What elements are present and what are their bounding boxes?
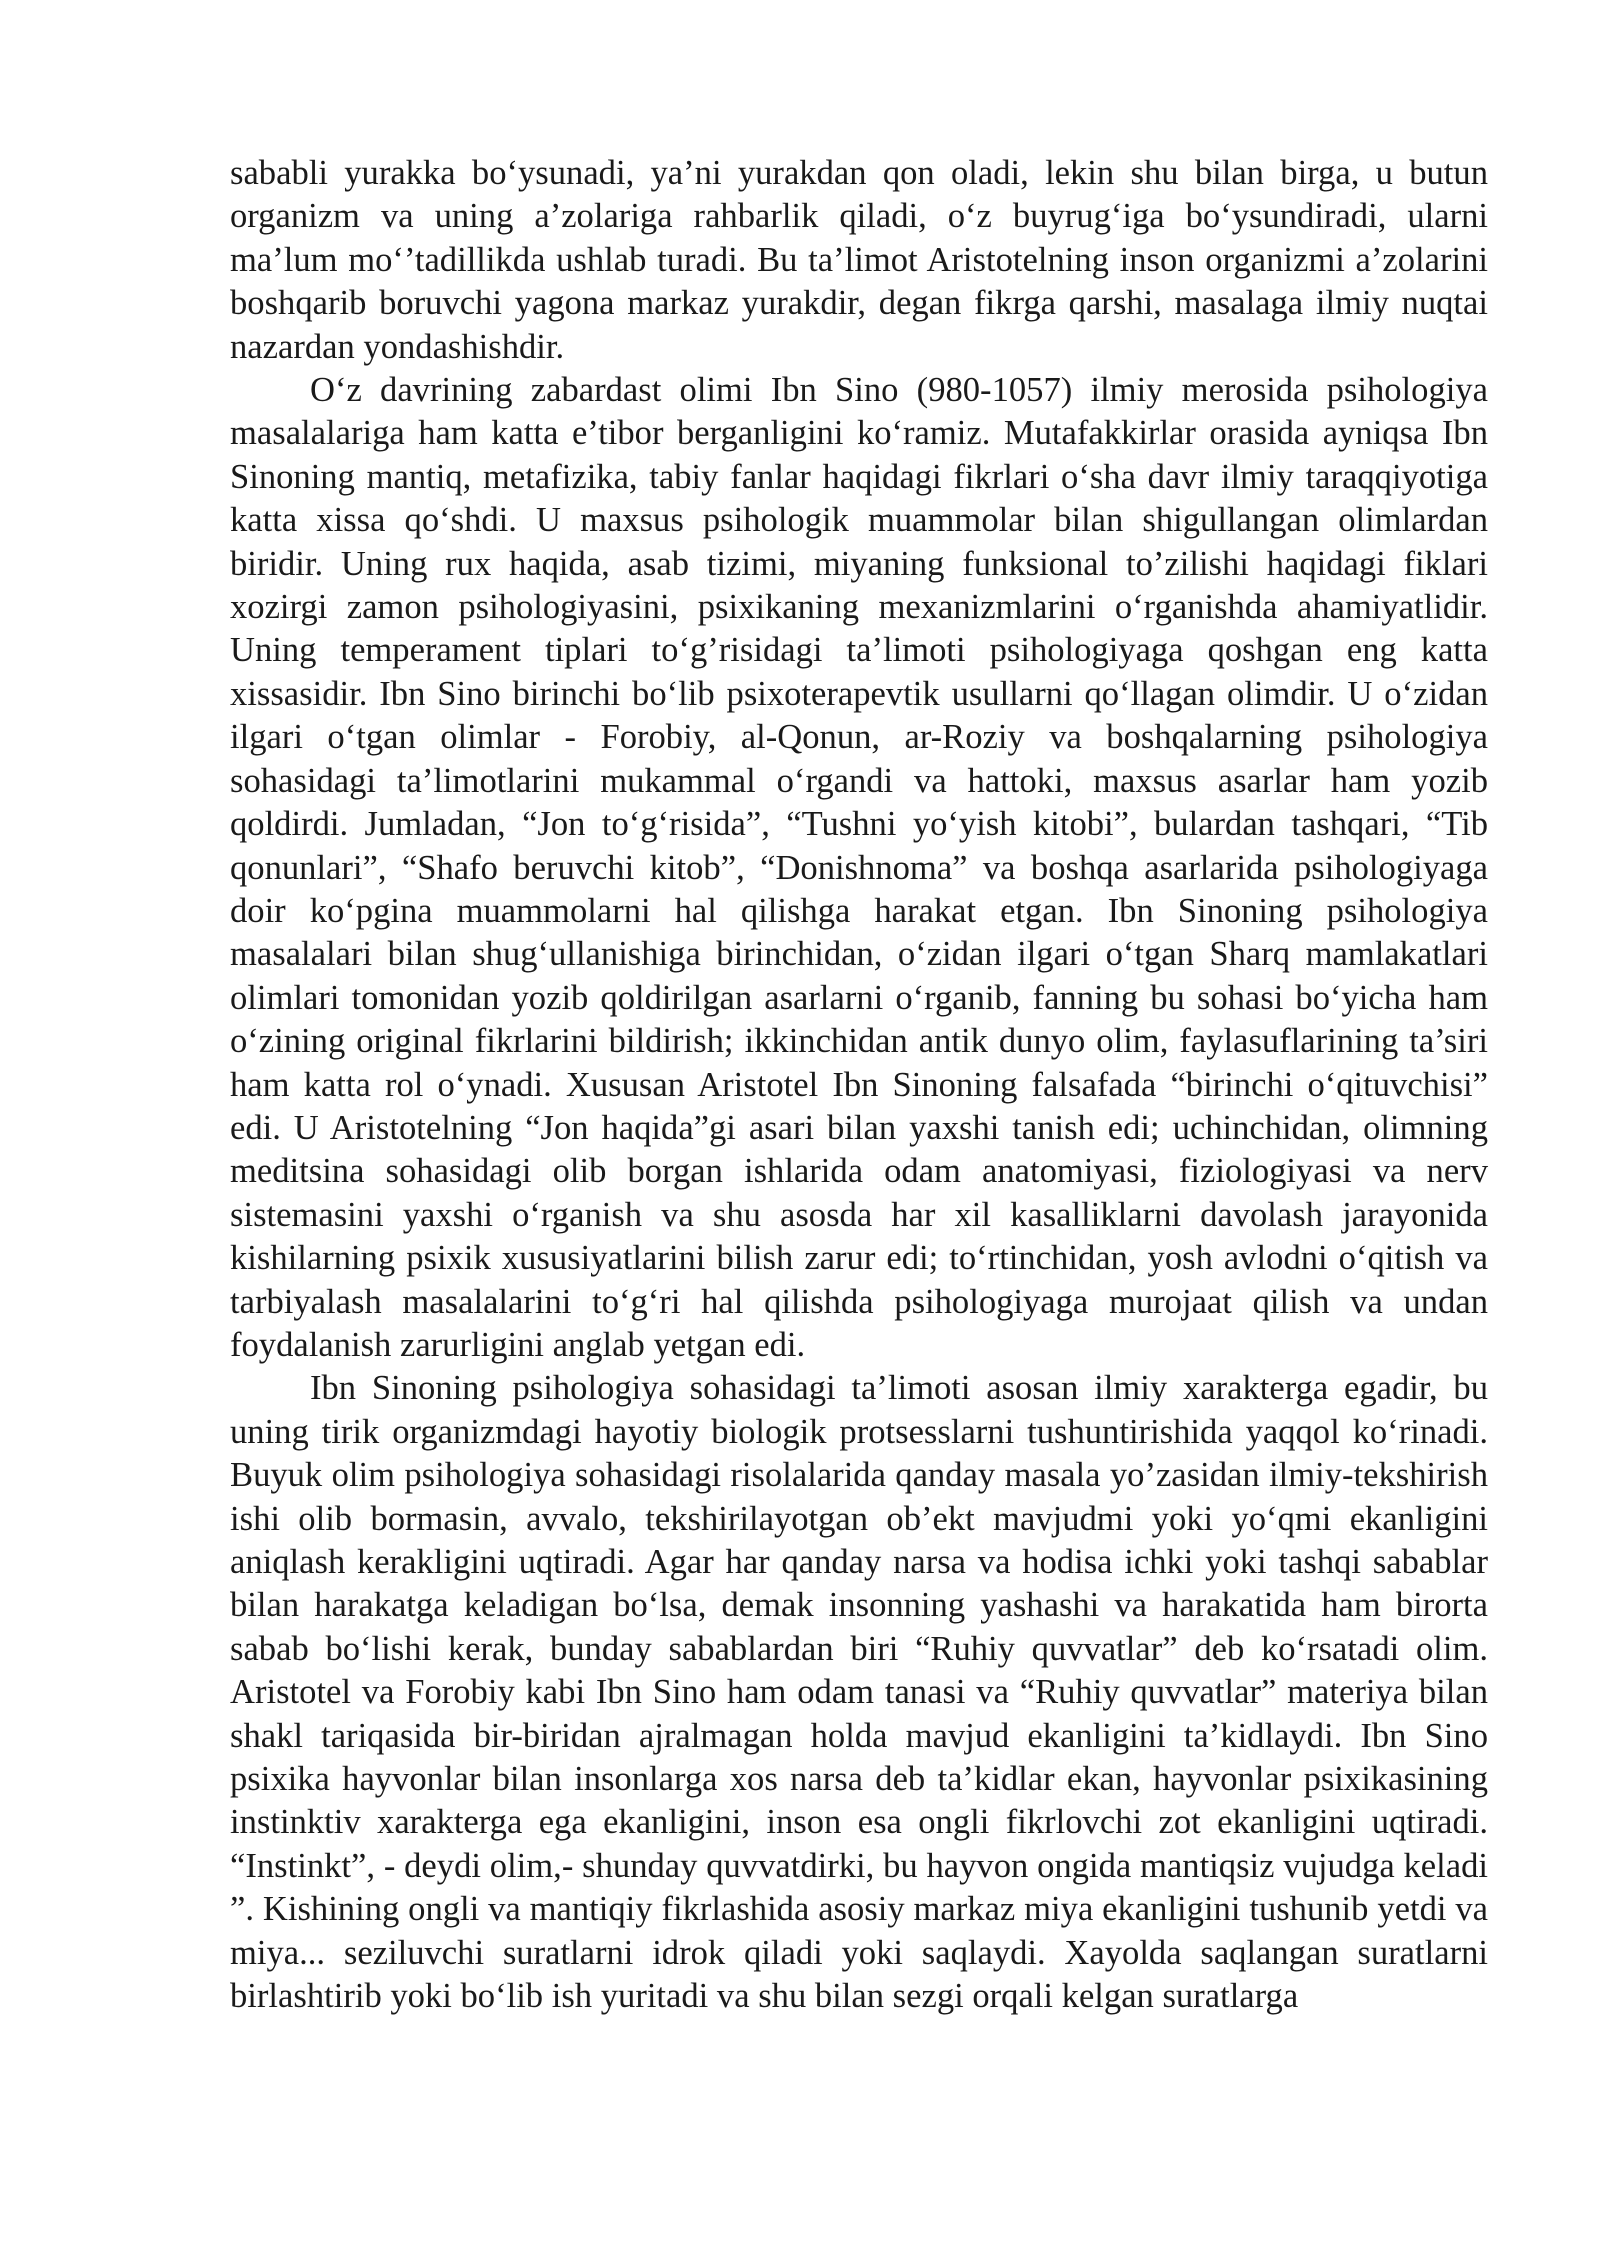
paragraph-3: Ibn Sinoning psihologiya sohasidagi ta’limoti asosan ilmiy xarakterga egadir, bu uning tirik organizmdagi hayotiy biologik protsesslarni tushuntirishida yaqqol ko‘rinadi. Buyuk olim psihologiya sohasidagi risolalarida qanday masala yo’zasidan ilmiy-tekshirish ishi olib bormasin, avvalo, tekshirilayotgan ob’ekt mavjudmi yoki yo‘qmi ekanligini aniqlash kerakligini uqtiradi. Agar har qanday narsa va hodisa ichki yoki tashqi sabablar bilan harakatga keladigan bo‘lsa, demak insonning yashashi va harakatida ham birorta sabab bo‘lishi kerak, bunday sabablardan biri “Ruhiy quvvatlar” deb ko‘rsatadi olim. Aristotel va Forobiy kabi Ibn Sino ham odam tanasi va “Ruhiy quvvatlar” materiya bilan shakl tariqasida bir-biridan ajralmagan holda mavjud ekanligini ta’kidlaydi. Ibn Sino psixika hayvonlar bilan insonlarga xos narsa deb ta’kidlar ekan, hayvonlar psixikasining instinktiv xarakterga ega ekanligini, inson esa ongli fikrlovchi zot ekanligini uqtiradi. “Instinkt”, - deydi olim,- shunday quvvatdirki, bu hayvon ongida mantiqsiz vujudga keladi ”. Kishining ongli va mantiqiy fikrlashida asosiy markaz miya ekanligini tushunib yetdi va miya... seziluvchi suratlarni idrok qiladi yoki saqlaydi. Xayolda saqlangan suratlarni birlashtirib yoki bo‘lib ish yuritadi va shu bilan sezgi orqali kelgan suratlarga <box>230 1369 1488 2016</box>
paragraph-1: sababli yurakka bo‘ysunadi, ya’ni yurakdan qon oladi, lekin shu bilan birga, u butun organizm va uning a’zolariga rahbarlik qiladi, o‘z buyrug‘iga bo‘ysundiradi, ularni ma’lum mo‘’tadillikda ushlab turadi. Bu ta’limot Aristotelning inson organizmi a’zolarini boshqarib boruvchi yagona markaz yurakdir, degan fikrga qarshi, masalaga ilmiy nuqtai nazardan yondashishdir. <box>230 154 1488 366</box>
document-page <box>230 152 1488 2018</box>
paragraph-2: O‘z davrining zabardast olimi Ibn Sino (980-1057) ilmiy merosida psihologiya masalalariga ham katta e’tibor berganligini ko‘ramiz. Mutafakkirlar orasida ayniqsa Ibn Sinoning mantiq, metafizika, tabiy fanlar haqidagi fikrlari o‘sha davr ilmiy taraqqiyotiga katta xissa qo‘shdi. U maxsus psihologik muammolar bilan shigullangan olimlardan biridir. Uning rux haqida, asab tizimi, miyaning funksional to’zilishi haqidagi fiklari xozirgi zamon psihologiyasini, psixikaning mexanizmlarini o‘rganishda ahamiyatlidir. Uning temperament tiplari to‘g’risidagi ta’limoti psihologiyaga qoshgan eng katta xissasidir. Ibn Sino birinchi bo‘lib psixoterapevtik usullarni qo‘llagan olimdir. U o‘zidan ilgari o‘tgan olimlar - Forobiy, al-Qonun, ar-Roziy va boshqalarning psihologiya sohasidagi ta’limotlarini mukammal o‘rgandi va hattoki, maxsus asarlar ham yozib qoldirdi. Jumladan, “Jon to‘g‘risida”, “Tushni yo‘yish kitobi”, bulardan tashqari, “Tib qonunlari”, “Shafo beruvchi kitob”, “Donishnoma” va boshqa asarlarida psihologiyaga doir ko‘pgina muammolarni hal qilishga harakat etgan. Ibn Sinoning psihologiya masalalari bilan shug‘ullanishiga birinchidan, o‘zidan ilgari o‘tgan Sharq mamlakatlari olimlari tomonidan yozib qoldirilgan asarlarni o‘rganib, fanning bu sohasi bo‘yicha ham o‘zining original fikrlarini bildirish; ikkinchidan antik dunyo olim, faylasuflarining ta’siri ham katta rol o‘ynadi. Xususan Aristotel Ibn Sinoning falsafada “birinchi o‘qituvchisi” edi. U Aristotelning “Jon haqida”gi asari bilan yaxshi tanish edi; uchinchidan, olimning meditsina sohasidagi olib borgan ishlarida odam anatomiyasi, fiziologiyasi va nerv sistemasini yaxshi o‘rganish va shu asosda har xil kasalliklarni davolash jarayonida kishilarning psixik xususiyatlarini bilish zarur edi; to‘rtinchidan, yosh avlodni o‘qitish va tarbiyalash masalalarini to‘g‘ri hal qilishda psihologiyaga murojaat qilish va undan foydalanish zarurligini anglab yetgan edi. <box>230 371 1488 1364</box>
